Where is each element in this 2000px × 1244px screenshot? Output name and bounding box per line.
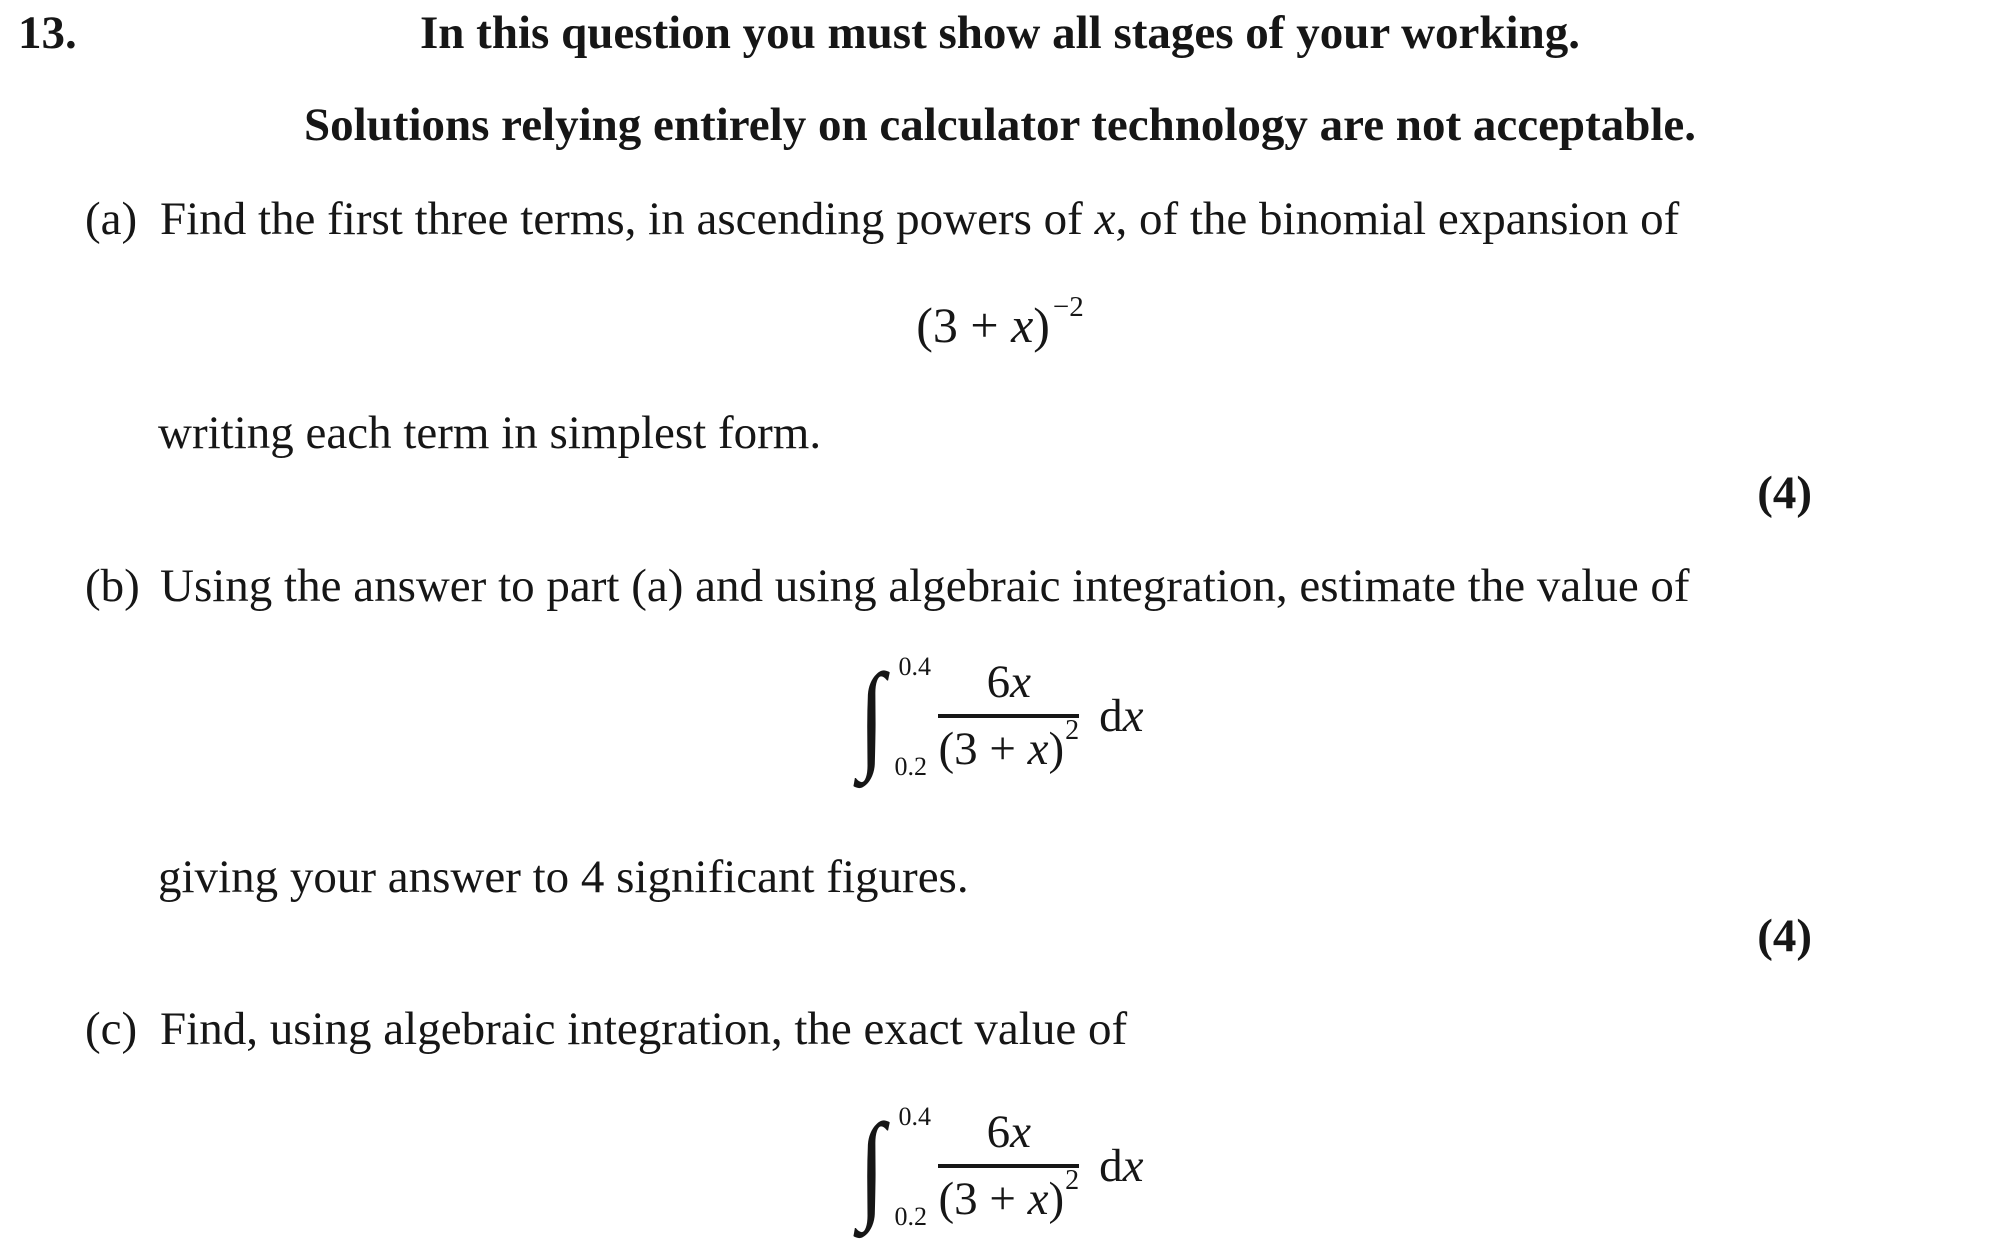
math-var-x: x: [1010, 656, 1031, 708]
part-a-row: [85, 193, 1680, 245]
math-var-x: x: [1122, 689, 1144, 742]
math-var-x: x: [1122, 1139, 1144, 1192]
integral-sign: ∫: [858, 1098, 885, 1233]
integrand-fraction: [938, 650, 1079, 782]
instruction-line-1: In this question you must show all stages of your working.: [420, 7, 1580, 59]
fraction-denominator: [938, 715, 1080, 775]
part-a-marks-badge: (4): [1757, 467, 1812, 519]
part-a-prompt-before: Find the first three terms, in ascending powers of: [160, 193, 1095, 245]
integral-upper-limit: 0.4: [898, 1102, 931, 1131]
denominator-close: ): [1048, 1173, 1065, 1225]
integral-display-c: [0, 1100, 2000, 1232]
instruction-line-2: Solutions relying entirely on calculator technology are not acceptable.: [303, 99, 1697, 151]
part-c-label: (c): [85, 1003, 138, 1055]
part-a-prompt: [160, 193, 1679, 245]
fraction-bar: [938, 1164, 1079, 1168]
denominator-open: (3 +: [938, 1173, 1028, 1225]
binomial-expression: [0, 291, 2000, 353]
integral-lower-limit: 0.2: [894, 1202, 927, 1231]
numerator-coefficient: 6: [986, 656, 1011, 708]
part-b-prompt: Using the answer to part (a) and using algebraic integration, estimate the value of: [160, 560, 1690, 612]
fraction-denominator: [938, 1165, 1080, 1225]
math-var-x: x: [1094, 193, 1116, 245]
part-b-row: [85, 560, 1690, 612]
numerator-coefficient: 6: [986, 1106, 1011, 1158]
integral-upper-limit: 0.4: [898, 652, 931, 681]
fraction-numerator: [986, 1106, 1031, 1158]
math-var-x: x: [1010, 1106, 1031, 1158]
differential: [1099, 1139, 1144, 1192]
part-b-closing-text: giving your answer to 4 significant figures.: [158, 851, 969, 903]
part-b-label: (b): [85, 560, 140, 612]
integral-lower-limit: 0.2: [894, 752, 927, 781]
differential: [1099, 689, 1144, 742]
integral-display-b: [0, 650, 2000, 782]
integrand-fraction: [938, 1100, 1079, 1232]
expression-exponent: −2: [1052, 291, 1084, 323]
math-var-x: x: [1027, 723, 1049, 775]
denominator-exponent: 2: [1065, 1165, 1080, 1196]
differential-operator: d: [1099, 1139, 1123, 1192]
question-number: 13.: [18, 7, 77, 59]
part-a-closing-text: writing each term in simplest form.: [158, 407, 822, 459]
part-c-row: [85, 1003, 1128, 1055]
fraction-numerator: [986, 656, 1031, 708]
denominator-close: ): [1048, 723, 1065, 775]
denominator-exponent: 2: [1065, 715, 1080, 746]
math-var-x: x: [1027, 1173, 1049, 1225]
differential-operator: d: [1099, 689, 1123, 742]
part-a-label: (a): [85, 193, 138, 245]
part-b-marks-badge: (4): [1757, 910, 1812, 962]
part-a-prompt-after: , of the binomial expansion of: [1115, 193, 1680, 245]
denominator-open: (3 +: [938, 723, 1028, 775]
integral-b: [856, 650, 938, 782]
part-c-prompt: Find, using algebraic integration, the exact value of: [160, 1003, 1128, 1055]
expression-close: ): [1033, 297, 1050, 353]
expression-open: (3 +: [916, 297, 1012, 353]
integral-c: [856, 1100, 938, 1232]
math-var-x: x: [1011, 297, 1034, 353]
fraction-bar: [938, 714, 1079, 718]
integral-sign: ∫: [858, 648, 885, 783]
